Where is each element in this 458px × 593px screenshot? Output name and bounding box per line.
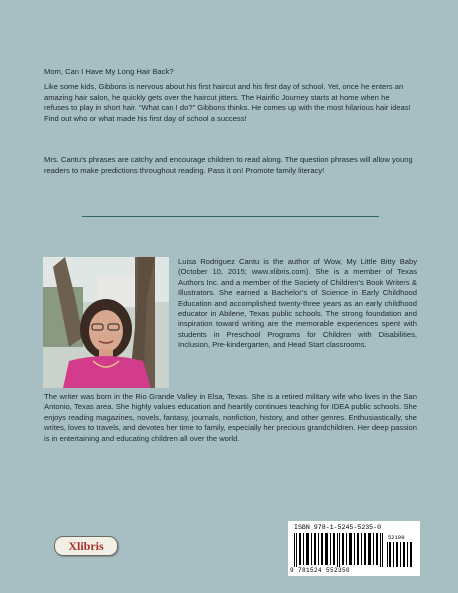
author-photo-icon [43,257,169,388]
author-bio-part2: The writer was born in the Rio Grande Valley in Elsa, Texas. She is a retired military wife who lives in the San Antonio, Texas area. She highly values education and heartily continues teaching for IDEA public schools. She enjoys reading magazines, novels, fantasy, journals, nonfiction, history, and other genres. Enthusiastically, she writes, loves to travels, and devotes her time to family, especially her precious grandchildren. Her deep passion is in entertaining and educating children all over the world. [44,392,417,443]
barcode-number: 9 781524 552350 [290,567,351,574]
barcode-panel [288,521,420,576]
author-photo [43,257,169,388]
promo-paragraph: Mrs. Cantu’s phrases are catchy and encourage children to read along. The question phrases will allow young readers to make predictions throughout reading. Pass it on! Promote family literacy! [44,155,413,175]
isbn-text: ISBN 978-1-5245-5235-0 [294,524,382,531]
publisher-logo-text: Xlibris [68,538,104,553]
publisher-logo [54,536,118,556]
price-code: 52199 [388,534,405,541]
author-bio-part1: Luisa Rodriguez Cantu is the author of Wow, My Little Bitty Baby (October 10, 2015; www.xlibris.com). She is a member of Texas Authors Inc. and a member of the Society of Children’s Book Writers & Illustrators. She earned a Bachelor’s of Science in Early Childhood Education and accomplished twenty-three years as an early childhood educator in Abilene, Texas public schools. The strong foundation and inspiration toward writing are the memorable experiences spent with students in Preschool Programs for Children with Disabilities, Inclusion, Pre-kindergarten, and Head Start classrooms. [178,257,417,350]
divider-line [82,216,379,217]
synopsis-paragraph: Like some kids, Gibbons is nervous about his first haircut and his first day of school. Yet, once he enters an amazing hair salon, he quickly gets over the haircut jitters. The Hairific Journey starts at home when he refuses to play in short hair. “What can I do?” Gibbons thinks. He comes up with the most hilarious hair ideas! Find out who or what made his first day of school a success! [44,82,411,123]
book-title: Mom, Can I Have My Long Hair Back? [44,67,174,76]
